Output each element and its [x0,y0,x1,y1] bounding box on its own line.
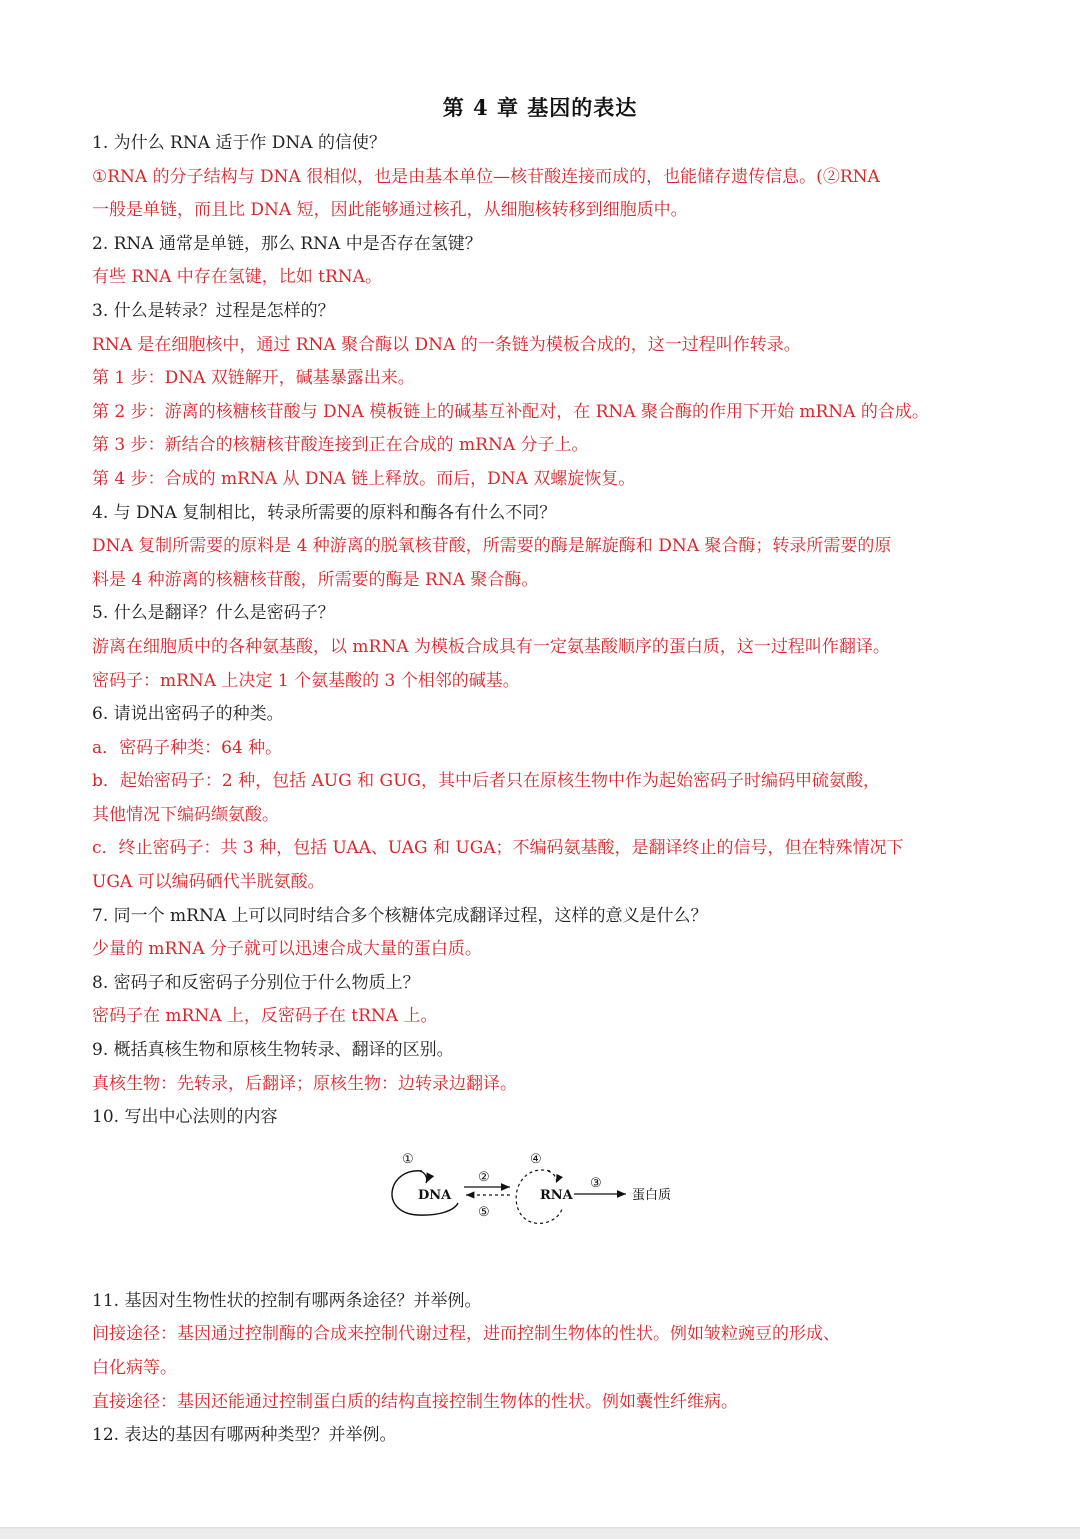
central-dogma-diagram [92,1135,992,1285]
qa-content [92,127,992,1453]
chapter-title: 第 4 章 基因的表达 [442,95,638,120]
answer-3-step-1: 第 1 步：DNA 双链解开，碱基暴露出来。 [92,368,415,389]
answer-3-step-4: 第 4 步：合成的 mRNA 从 DNA 链上释放。而后，DNA 双螺旋恢复。 [92,468,636,489]
protein-label: 蛋白质 [632,1187,672,1203]
answer-3-step-2: 第 2 步：游离的核糖核苷酸与 DNA 模板链上的碱基互补配对，在 RNA 聚合酶的作用下开始 mRNA 的合成。 [92,401,929,422]
answer-6-line-2: b．起始密码子：2 种，包括 AUG 和 GUG，其中后者只在原核生物中作为起始密码子时编码甲硫氨酸， [92,771,880,792]
label-2: ② [478,1169,490,1185]
answer-1-line-1: ①RNA 的分子结构与 DNA 很相似，也是由基本单位—核苷酸连接而成的，也能储存遗传信息。(②RNA [92,166,880,187]
question-4: 4. 与 DNA 复制相比，转录所需要的原料和酶各有什么不同？ [92,502,557,523]
rna-replication-arrow [548,1171,557,1183]
question-5: 5. 什么是翻译？什么是密码子？ [92,603,335,624]
answer-6-line-3: 其他情况下编码缬氨酸。 [92,804,279,825]
answer-4-line-2: 料是 4 种游离的核糖核苷酸，所需要的酶是 RNA 聚合酶。 [92,569,539,590]
replication-arrow [420,1171,427,1183]
answer-9: 真核生物：先转录，后翻译；原核生物：边转录边翻译。 [92,1073,517,1094]
answer-7: 少量的 mRNA 分子就可以迅速合成大量的蛋白质。 [92,939,482,960]
answer-3-line-1: RNA 是在细胞核中，通过 RNA 聚合酶以 DNA 的一条链为模板合成的，这一过程叫作转录。 [92,334,801,355]
answer-3-step-3: 第 3 步：新结合的核糖核苷酸连接到正在合成的 mRNA 分子上。 [92,435,589,456]
answer-6-line-4: c．终止密码子：共 3 种，包括 UAA、UAG 和 UGA；不编码氨基酸，是翻译终止的信号，但在特殊情况下 [92,838,904,859]
answer-8: 密码子在 mRNA 上，反密码子在 tRNA 上。 [92,1006,438,1027]
question-2: 2. RNA 通常是单链，那么 RNA 中是否存在氢键？ [92,233,482,254]
answer-1-line-2: 一般是单链，而且比 DNA 短，因此能够通过核孔，从细胞核转移到细胞质中。 [92,200,688,221]
label-3: ③ [590,1175,602,1191]
answer-11-line-1: 间接途径：基因通过控制酶的合成来控制代谢过程，进而控制生物体的性状。例如皱粒豌豆的形成、 [92,1324,840,1345]
label-4: ④ [530,1151,542,1167]
answer-11-line-2: 白化病等。 [92,1358,177,1378]
answer-5-line-1: 游离在细胞质中的各种氨基酸，以 mRNA 为模板合成具有一定氨基酸顺序的蛋白质，这一过程叫作翻译。 [92,636,890,657]
dna-label: DNA [418,1187,452,1203]
answer-6-line-1: a．密码子种类：64 种。 [92,737,283,758]
question-8: 8. 密码子和反密码子分别位于什么物质上？ [92,972,420,993]
question-7: 7. 同一个 mRNA 上可以同时结合多个核糖体完成翻译过程，这样的意义是什么？ [92,905,708,926]
question-1: 1. 为什么 RNA 适于作 DNA 的信使？ [92,133,386,153]
question-11: 11. 基因对生物性状的控制有哪两条途径？并举例。 [92,1290,482,1311]
question-9: 9. 概括真核生物和原核生物转录、翻译的区别。 [92,1040,454,1061]
label-1: ① [402,1151,414,1167]
question-12: 12. 表达的基因有哪两种类型？并举例。 [92,1425,397,1446]
answer-4-line-1: DNA 复制所需要的原料是 4 种游离的脱氧核苷酸，所需要的酶是解旋酶和 DNA 聚合酶；转录所需要的原 [92,536,892,557]
rna-label: RNA [540,1187,573,1203]
question-3: 3. 什么是转录？过程是怎样的？ [92,300,335,321]
answer-2: 有些 RNA 中存在氢键，比如 tRNA。 [92,267,382,288]
central-dogma-svg [382,1143,712,1233]
answer-11-line-3: 直接途径：基因还能通过控制蛋白质的结构直接控制生物体的性状。例如囊性纤维病。 [92,1391,738,1412]
question-10: 10. 写出中心法则的内容 [92,1107,278,1128]
answer-6-line-5: UGA 可以编码硒代半胱氨酸。 [92,872,325,893]
answer-5-line-2: 密码子：mRNA 上决定 1 个氨基酸的 3 个相邻的碱基。 [92,670,520,691]
label-5: ⑤ [478,1204,490,1220]
question-6: 6. 请说出密码子的种类。 [92,704,284,725]
